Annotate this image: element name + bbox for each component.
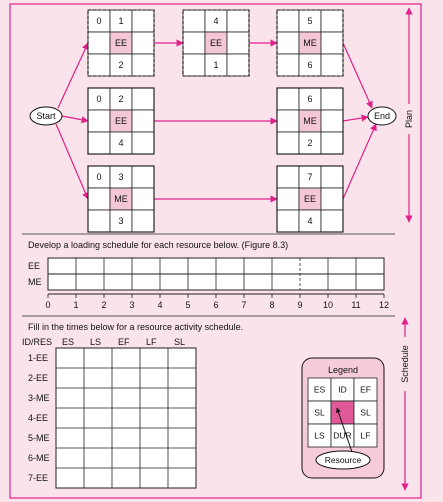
activity-cell	[321, 10, 343, 32]
table-row-label: 5-ME	[28, 433, 50, 443]
activity-cell	[277, 166, 299, 188]
legend-cell-label: SL	[360, 407, 371, 418]
schedule-label: Schedule	[400, 345, 410, 383]
time-tick-label: 12	[378, 300, 390, 310]
activity-cell	[132, 110, 154, 132]
table-header-sl: SL	[174, 337, 186, 347]
legend-cell-label: LF	[360, 430, 371, 441]
activity-node-6	[277, 88, 343, 154]
activity-cell	[321, 210, 343, 232]
activity-cell	[321, 188, 343, 210]
time-tick-label: 0	[45, 300, 51, 310]
activity-duration: 4	[307, 216, 313, 226]
activity-cell	[183, 32, 205, 54]
activity-cell	[227, 54, 249, 76]
activity-duration: 1	[213, 60, 219, 70]
activity-cell	[321, 132, 343, 154]
activity-cell	[88, 54, 110, 76]
activity-cell	[277, 110, 299, 132]
activity-es: 0	[96, 16, 102, 26]
activity-cell	[88, 110, 110, 132]
activity-id: 4	[213, 16, 219, 26]
activity-cell	[183, 54, 205, 76]
activity-cell	[88, 210, 110, 232]
activity-resource: EE	[114, 116, 128, 126]
activity-es: 0	[96, 172, 102, 182]
table-row-label: 2-EE	[28, 373, 49, 383]
activity-node-1	[88, 10, 154, 76]
table-header-ls: LS	[90, 337, 102, 347]
end-label: End	[373, 111, 391, 121]
table-row-label: 4-EE	[28, 413, 49, 423]
activity-cell	[132, 188, 154, 210]
activity-cell	[277, 54, 299, 76]
activity-es: 0	[96, 94, 102, 104]
activity-cell	[321, 166, 343, 188]
legend-cell	[331, 401, 354, 424]
activity-cell	[88, 188, 110, 210]
loading-row-label: EE	[28, 261, 41, 271]
table-instruction: Fill in the times below for a resource activity schedule.	[28, 322, 244, 332]
activity-duration: 6	[307, 60, 313, 70]
activity-duration: 2	[118, 60, 124, 70]
activity-node-3	[88, 166, 154, 232]
time-tick-label: 4	[157, 300, 163, 310]
activity-cell	[132, 166, 154, 188]
legend-cell-label: ID	[338, 384, 347, 395]
legend-grid	[308, 378, 377, 447]
table-header-es: ES	[62, 337, 75, 347]
activity-cell	[88, 32, 110, 54]
activity-cell	[277, 210, 299, 232]
table-row-label: 6-ME	[28, 453, 50, 463]
time-tick-label: 2	[101, 300, 107, 310]
activity-id: 7	[307, 172, 313, 182]
legend-resource-label: Resource	[324, 455, 362, 465]
time-tick-label: 7	[241, 300, 247, 310]
loading-row-label: ME	[28, 277, 42, 287]
activity-cell	[277, 32, 299, 54]
activity-cell	[132, 10, 154, 32]
time-tick-label: 3	[129, 300, 135, 310]
legend-cell-label: ES	[313, 384, 326, 395]
activity-cell	[132, 54, 154, 76]
activity-cell	[277, 132, 299, 154]
activity-cell	[321, 110, 343, 132]
activity-id: 1	[118, 16, 124, 26]
activity-cell	[227, 32, 249, 54]
activity-cell	[277, 88, 299, 110]
legend-cell-label: SL	[314, 407, 325, 418]
table-grid	[56, 348, 196, 488]
activity-resource: EE	[209, 38, 223, 48]
loading-instruction: Develop a loading schedule for each resource below. (Figure 8.3)	[28, 240, 289, 250]
activity-resource: ME	[303, 38, 317, 48]
activity-cell	[132, 32, 154, 54]
activity-cell	[321, 32, 343, 54]
table-header-id-res: ID/RES	[22, 337, 53, 347]
activity-cell	[321, 54, 343, 76]
activity-resource: ME	[114, 194, 128, 204]
activity-cell	[321, 88, 343, 110]
activity-cell	[132, 210, 154, 232]
activity-node-7	[277, 166, 343, 232]
activity-node-4	[183, 10, 249, 76]
activity-duration: 4	[118, 138, 124, 148]
activity-id: 5	[307, 16, 313, 26]
time-tick-label: 5	[185, 300, 191, 310]
legend-title: Legend	[327, 365, 359, 375]
time-tick-label: 11	[351, 300, 361, 310]
activity-id: 3	[118, 172, 124, 182]
activity-resource: ME	[303, 116, 317, 126]
activity-cell	[183, 10, 205, 32]
time-tick-label: 6	[213, 300, 219, 310]
activity-cell	[88, 132, 110, 154]
legend-cell-label: EF	[360, 384, 371, 395]
activity-node-2	[88, 88, 154, 154]
time-tick-label: 9	[297, 300, 303, 310]
activity-id: 2	[118, 94, 124, 104]
activity-cell	[132, 132, 154, 154]
legend-cell-label: DUR	[333, 430, 352, 441]
activity-node-5	[277, 10, 343, 76]
activity-cell	[277, 188, 299, 210]
activity-cell	[227, 10, 249, 32]
table-header-lf: LF	[146, 337, 157, 347]
table-header-ef: EF	[118, 337, 130, 347]
legend-cell-label: LS	[314, 430, 325, 441]
table-row-label: 3-ME	[28, 393, 50, 403]
start-label: Start	[36, 111, 56, 121]
table-row-label: 7-EE	[28, 473, 49, 483]
activity-resource: EE	[303, 194, 317, 204]
activity-resource: EE	[114, 38, 128, 48]
time-tick-label: 1	[73, 300, 79, 310]
plan-label: Plan	[404, 109, 414, 129]
activity-duration: 2	[307, 138, 313, 148]
table-row-label: 1-EE	[28, 353, 49, 363]
activity-id: 6	[307, 94, 313, 104]
time-tick-label: 10	[322, 300, 334, 310]
activity-duration: 3	[118, 216, 124, 226]
activity-cell	[277, 10, 299, 32]
time-tick-label: 8	[269, 300, 275, 310]
activity-cell	[132, 88, 154, 110]
